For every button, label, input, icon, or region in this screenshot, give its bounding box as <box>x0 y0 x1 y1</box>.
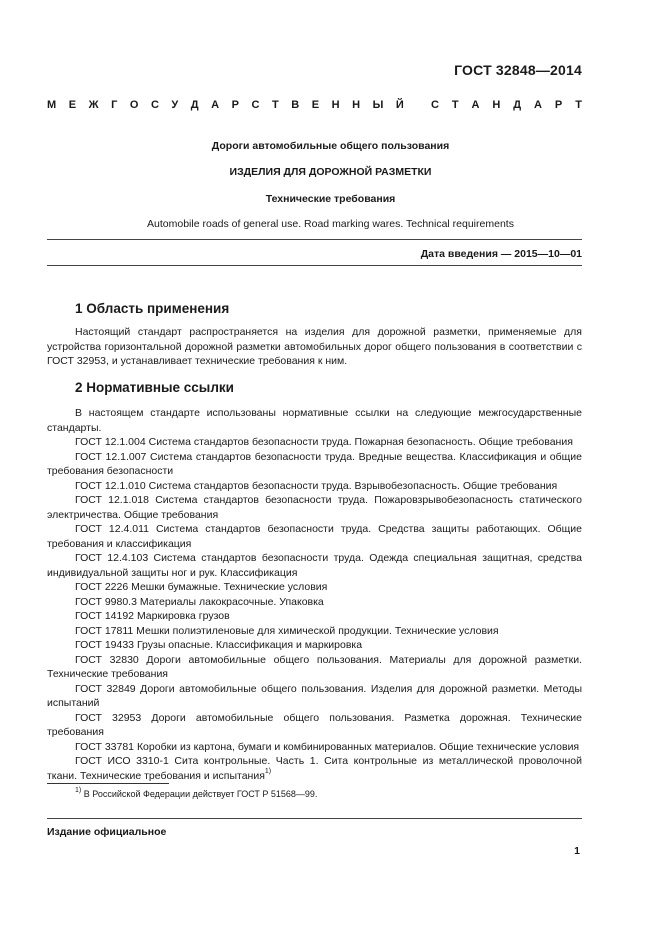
banner-letter: У <box>171 99 179 111</box>
section-2-heading: 2 Нормативные ссылки <box>75 380 234 395</box>
reference-item: ГОСТ 12.4.103 Система стандартов безопасности труда. Одежда специальная защитная, средства индивидуальной защиты ног и рук. Классификация <box>47 552 582 579</box>
reference-item <box>47 754 582 783</box>
divider <box>47 239 582 240</box>
banner-letter: А <box>534 99 542 111</box>
section-1-body <box>47 325 582 369</box>
footnote-reference[interactable]: 1) <box>264 768 272 775</box>
reference-item: ГОСТ 12.1.007 Система стандартов безопасности труда. Вредные вещества. Классификация и общие требования безопасности <box>47 450 582 477</box>
section-1-paragraph: Настоящий стандарт распространяется на изделия для дорожной разметки, применяемые для устройства горизонтальной дорожной разметки автомобильных дорог общего пользования в соответствии с ГОСТ 32953, и устанавливает технические требования к ним. <box>47 326 582 367</box>
reference-text: ГОСТ ИСО 3310-1 Сита контрольные. Часть 1. Сита контрольные из металлической проволочной ткани. Технические требования и испытания <box>47 755 582 782</box>
page-number: 1 <box>574 845 580 857</box>
footnote-separator <box>47 783 169 784</box>
footnote-text: В Российской Федерации действует ГОСТ Р 51568—99. <box>81 789 318 799</box>
reference-item: ГОСТ 12.1.004 Система стандартов безопасности труда. Пожарная безопасность. Общие требования <box>75 436 573 448</box>
banner-letter: Н <box>492 99 501 111</box>
banner-letter: О <box>129 99 139 111</box>
banner-letter: С <box>150 99 159 111</box>
reference-item: ГОСТ 17811 Мешки полиэтиленовые для химической продукции. Технические условия <box>75 624 499 637</box>
section-2-body <box>47 406 582 783</box>
reference-item: ГОСТ 32849 Дороги автомобильные общего пользования. Изделия для дорожной разметки. Методы испытаний <box>47 682 582 709</box>
banner-letter: Т <box>272 99 279 111</box>
section-1-heading: 1 Область применения <box>75 301 230 316</box>
reference-item: ГОСТ 33781 Коробки из картона, бумаги и комбинированных материалов. Общие технические условия <box>75 740 580 753</box>
banner-letter: Р <box>231 99 239 111</box>
banner-letter: Г <box>111 99 118 111</box>
reference-item: ГОСТ 19433 Грузы опасные. Классификация и маркировка <box>75 639 363 651</box>
banner-letter: А <box>471 99 480 111</box>
reference-item: ГОСТ 32830 Дороги автомобильные общего пользования. Материалы для дорожной разметки. Технические требования <box>47 653 582 680</box>
reference-item: ГОСТ 14192 Маркировка грузов <box>75 610 230 622</box>
references-list <box>47 435 582 754</box>
title-english: Automobile roads of general use. Road marking wares. Technical requirements <box>147 218 514 230</box>
banner-letter: А <box>211 99 220 111</box>
banner-letter: Н <box>352 99 361 111</box>
title-subtitle: Технические требования <box>265 193 396 205</box>
banner-letter: М <box>47 99 57 111</box>
footnote-mark: 1) <box>75 787 82 794</box>
introduction-date: Дата введения — 2015—10—01 <box>420 248 582 260</box>
reference-item: ГОСТ 12.1.010 Система стандартов безопасности труда. Взрывобезопасность. Общие требования <box>75 479 558 492</box>
banner-letter: Р <box>554 99 563 111</box>
title-main: ИЗДЕЛИЯ ДЛЯ ДОРОЖНОЙ РАЗМЕТКИ <box>229 166 432 178</box>
banner-letter: Т <box>451 99 459 111</box>
divider <box>47 265 582 266</box>
banner-letter: Ж <box>88 99 99 111</box>
document-number: ГОСТ 32848—2014 <box>454 62 582 78</box>
divider <box>47 818 582 819</box>
banner-word-interstate <box>47 99 404 111</box>
banner-letter: В <box>291 99 300 111</box>
banner-letter: С <box>251 99 260 111</box>
footnote <box>75 789 317 799</box>
title-subject: Дороги автомобильные общего пользования <box>211 140 450 152</box>
section-2-intro: В настоящем стандарте использованы нормативные ссылки на следующие межгосударственные стандарты. <box>47 407 582 434</box>
standard-type-banner <box>47 99 582 111</box>
banner-word-standard <box>431 99 582 111</box>
banner-letter: С <box>431 99 439 111</box>
reference-item: ГОСТ 2226 Мешки бумажные. Технические условия <box>75 581 328 593</box>
banner-letter: Е <box>68 99 77 111</box>
banner-letter: Д <box>190 99 199 111</box>
official-edition-label: Издание официальное <box>47 826 167 838</box>
banner-letter: Е <box>311 99 320 111</box>
banner-letter: Н <box>331 99 340 111</box>
banner-letter: Д <box>513 99 522 111</box>
reference-item: ГОСТ 9980.3 Материалы лакокрасочные. Упаковка <box>75 595 324 608</box>
reference-item: ГОСТ 12.1.018 Система стандартов безопасности труда. Пожаровзрывобезопасность статического электричества. Общие требования <box>47 494 582 521</box>
reference-item: ГОСТ 32953 Дороги автомобильные общего пользования. Разметка дорожная. Технические требования <box>47 711 582 738</box>
banner-letter: Т <box>575 99 582 111</box>
reference-item: ГОСТ 12.4.011 Система стандартов безопасности труда. Средства защиты работающих. Общие требования и классификация <box>47 523 582 550</box>
banner-letter: Й <box>395 99 404 111</box>
banner-letter: Ы <box>372 99 384 111</box>
